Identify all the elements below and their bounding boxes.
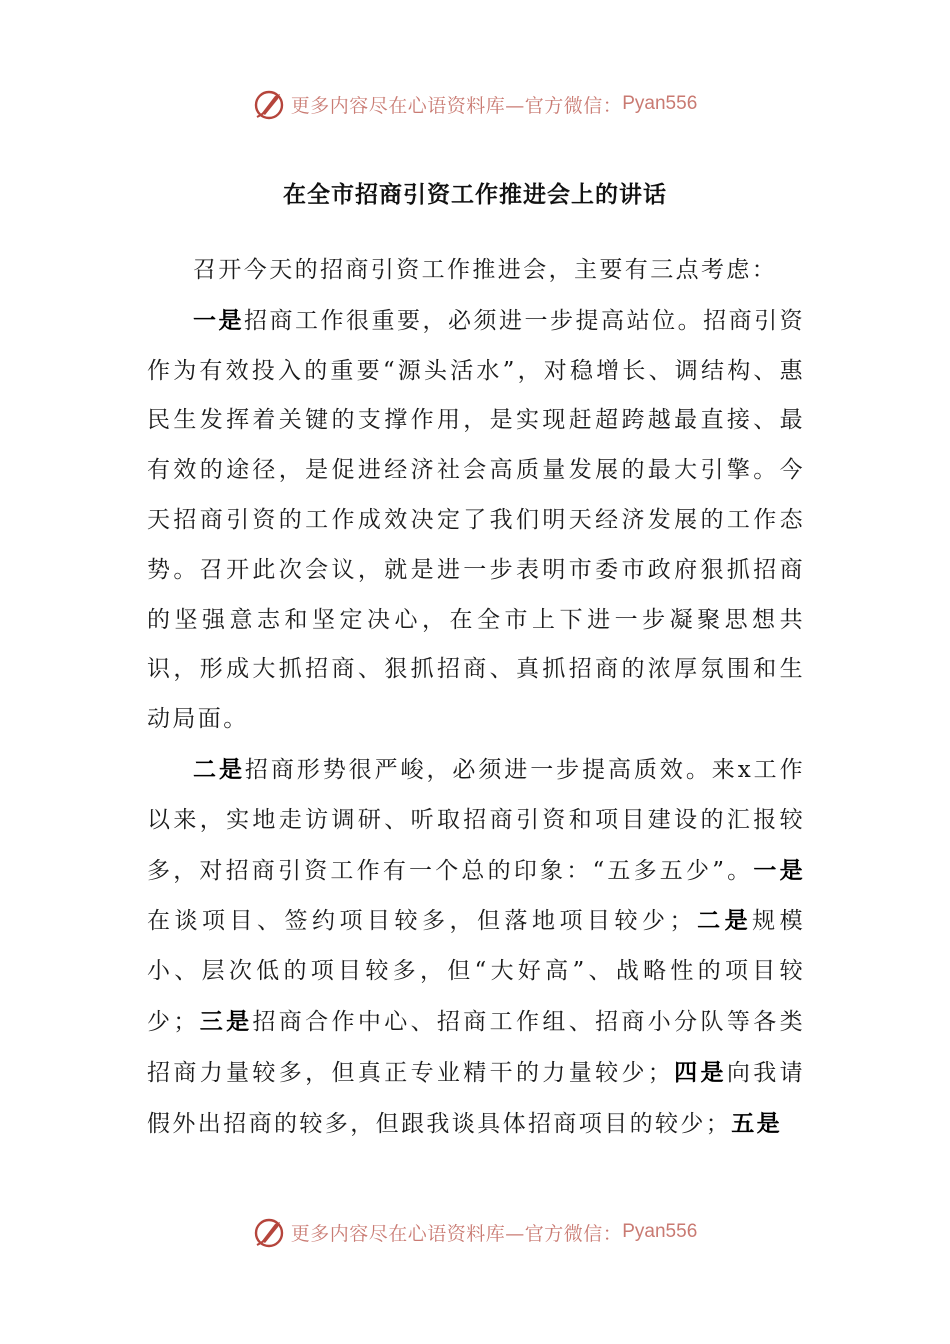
pen-nib-circle-icon <box>253 87 287 121</box>
document-body <box>147 246 805 1149</box>
document-title: 在全市招商引资工作推进会上的讲话 <box>283 181 667 208</box>
intro-paragraph: 召开今天的招商引资工作推进会，主要有三点考虑： <box>193 257 778 283</box>
pen-nib-circle-icon <box>253 1215 287 1249</box>
item-lead: 三是 <box>198 1007 253 1035</box>
point-two-text: 招商形势很严峻，必须进一步提高质效。来x工作以来，实地走访调研、听取招商引资和项目建设的汇报较多，对招商引资工作有一个总的印象：“五多五少”。 <box>147 756 805 884</box>
item-lead: 五是 <box>731 1109 783 1137</box>
point-one-lead: 一是 <box>193 306 245 334</box>
point-one-text: 招商工作很重要，必须进一步提高站位。招商引资作为有效投入的重要“源头活水”，对稳增长、调结构、惠民生发挥着关键的支撑作用，是实现赶超跨越最直接、最有效的途径，是促进经济社会高质量发展的最大引擎。今天招商引资的工作成效决定了我们明天经济发展的工作态势。召开此次会议，就是进一步表明市委市政府狠抓招商的坚强意志和坚定决心，在全市上下进一步凝聚思想共识，形成大抓招商、狠抓招商、真抓招商的浓厚氛围和生动局面。 <box>147 307 805 733</box>
item-text: 规模小、层次低的项目较多，但“大好高”、战略性的项目较少； <box>147 908 805 1035</box>
banner-text: 更多内容尽在心语资料库—官方微信： <box>290 1222 623 1245</box>
footer-banner <box>0 1212 950 1252</box>
item-lead: 一是 <box>753 856 805 884</box>
point-one-paragraph <box>147 296 805 745</box>
banner-wechat-id: Pyan556 <box>622 1221 698 1242</box>
item-text: 在谈项目、签约项目较多，但落地项目较少； <box>147 908 695 935</box>
point-two-paragraph <box>147 745 805 1149</box>
banner-wechat-id: Pyan556 <box>622 93 698 114</box>
banner-text: 更多内容尽在心语资料库—官方微信： <box>290 94 623 117</box>
item-text: 招商合作中心、招商工作组、招商小分队等各类招商力量较多，但真正专业精干的力量较少； <box>147 1008 805 1086</box>
item-lead: 二是 <box>694 907 753 935</box>
item-text: 向我请假外出招商的较多，但跟我谈具体招商项目的较少； <box>147 1059 806 1137</box>
item-lead: 四是 <box>673 1058 727 1086</box>
header-banner <box>0 84 950 124</box>
point-two-lead: 二是 <box>193 755 245 783</box>
